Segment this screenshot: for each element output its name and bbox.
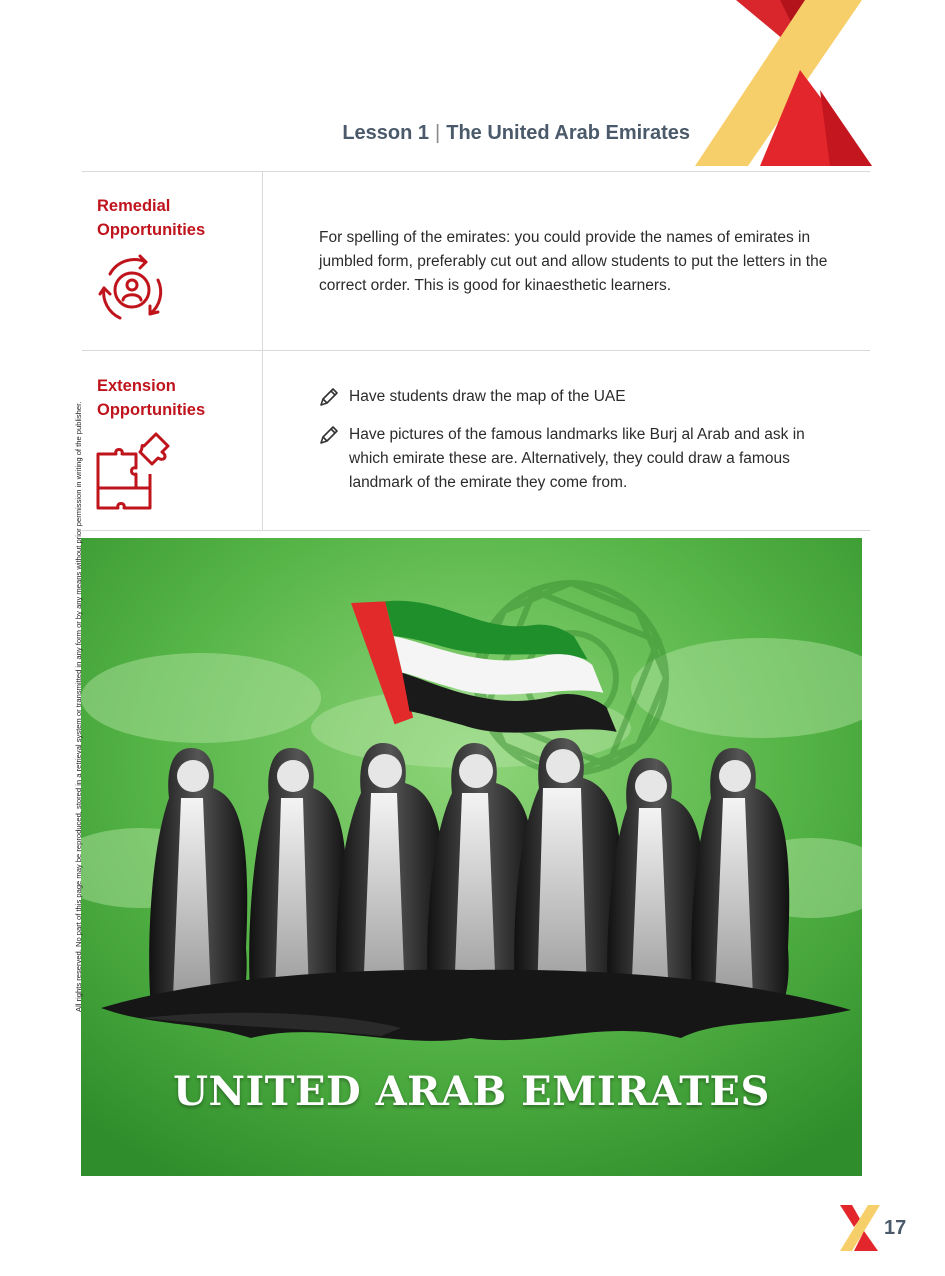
extension-bullet-2-text: Have pictures of the famous landmarks like Burj al Arab and ask in which emirate these are. Alternatively, they could draw a famous landmark of the emirate they come from. xyxy=(349,426,805,491)
extension-title xyxy=(97,374,205,422)
lesson-label: Lesson 1 xyxy=(342,122,430,144)
rights-notice: All rights reserved. No part of this page may be reproduced, stored in a retrieval system or transmitted in any form or by any means without prior permission in writing of the publisher. xyxy=(74,401,83,1012)
table-top-border xyxy=(82,171,870,172)
lesson-title: The United Arab Emirates xyxy=(446,122,690,144)
user-cycle-icon xyxy=(96,252,168,326)
page-number: 17 xyxy=(884,1217,907,1239)
extension-bullet-2 xyxy=(319,423,819,495)
table-column-divider xyxy=(262,171,263,530)
puzzle-icon xyxy=(94,430,174,512)
table-row-divider xyxy=(82,350,870,351)
table-bottom-border xyxy=(82,530,870,531)
publisher-logo xyxy=(838,1205,882,1251)
remedial-title-line2: Opportunities xyxy=(97,221,206,239)
uae-hero-illustration xyxy=(81,538,862,1176)
extension-title-line1: Extension xyxy=(97,377,176,395)
remedial-title-line1: Remedial xyxy=(97,197,171,215)
remedial-text: For spelling of the emirates: you could provide the names of emirates in jumbled form, preferably cut out and allow students to put the letters in the correct order. This is good for kinaesthetic learners. xyxy=(319,229,828,294)
extension-bullet-1-text: Have students draw the map of the UAE xyxy=(349,388,626,405)
hero-caption: UNITED ARAB EMIRATES xyxy=(173,1068,770,1115)
extension-bullet-1 xyxy=(319,385,819,409)
remedial-title xyxy=(97,194,205,242)
pencil-icon xyxy=(319,387,339,407)
header-separator: | xyxy=(435,122,441,144)
extension-title-line2: Opportunities xyxy=(97,401,206,419)
lesson-header xyxy=(0,122,690,145)
pencil-icon xyxy=(319,425,339,445)
